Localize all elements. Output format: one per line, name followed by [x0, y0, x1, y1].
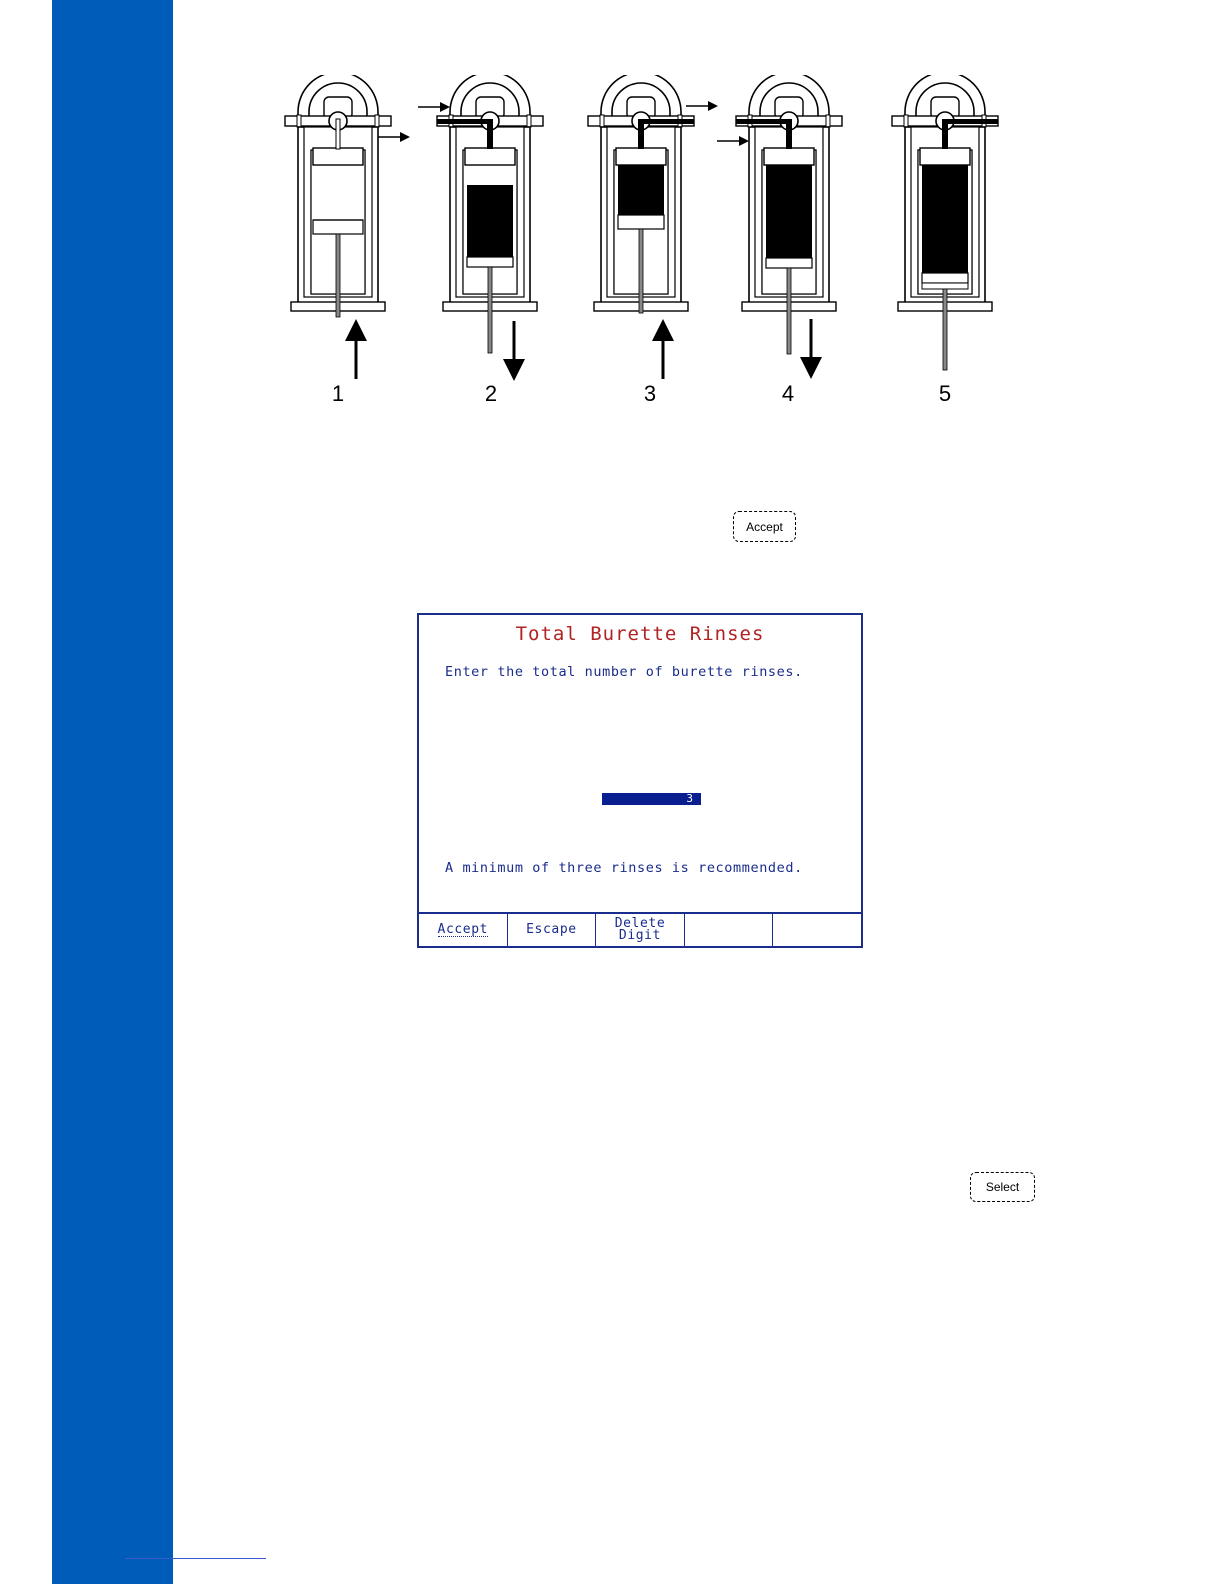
burette-step-3 — [588, 75, 718, 379]
step-label-1: 1 — [331, 381, 345, 406]
burette-step-4 — [717, 75, 842, 379]
rinses-input[interactable]: 3 — [602, 793, 701, 805]
step-label-3: 3 — [643, 381, 657, 406]
sidebar-band — [52, 0, 173, 1584]
escape-softkey[interactable] — [508, 914, 597, 946]
burette-cycle-figure — [280, 75, 1020, 410]
empty-softkey-5[interactable] — [773, 914, 861, 946]
empty-softkey-4[interactable] — [685, 914, 774, 946]
instrument-screen — [417, 613, 863, 948]
burette-step-2 — [418, 75, 543, 381]
softkey-bar — [419, 912, 861, 946]
burette-step-5 — [892, 75, 998, 370]
softkey-label: Escape — [526, 922, 577, 937]
step-label-5: 5 — [938, 381, 952, 406]
softkey-label-line1: Delete — [614, 916, 666, 931]
accept-softkey[interactable] — [419, 914, 508, 946]
burette-step-1 — [285, 75, 410, 379]
footnote-divider — [125, 1558, 266, 1559]
softkey-label: Accept — [437, 921, 489, 937]
softkey-label-line2: Digit — [618, 928, 662, 943]
screen-prompt: Enter the total number of burette rinses. — [445, 664, 803, 680]
step-label-4: 4 — [781, 381, 795, 406]
select-key-icon: Select — [970, 1172, 1035, 1202]
screen-title: Total Burette Rinses — [515, 623, 765, 645]
screen-note: A minimum of three rinses is recommended. — [445, 860, 803, 876]
burette-diagram — [280, 75, 1020, 410]
accept-key-icon: Accept — [733, 511, 796, 542]
delete-digit-softkey[interactable] — [596, 914, 685, 946]
step-label-2: 2 — [484, 381, 498, 406]
